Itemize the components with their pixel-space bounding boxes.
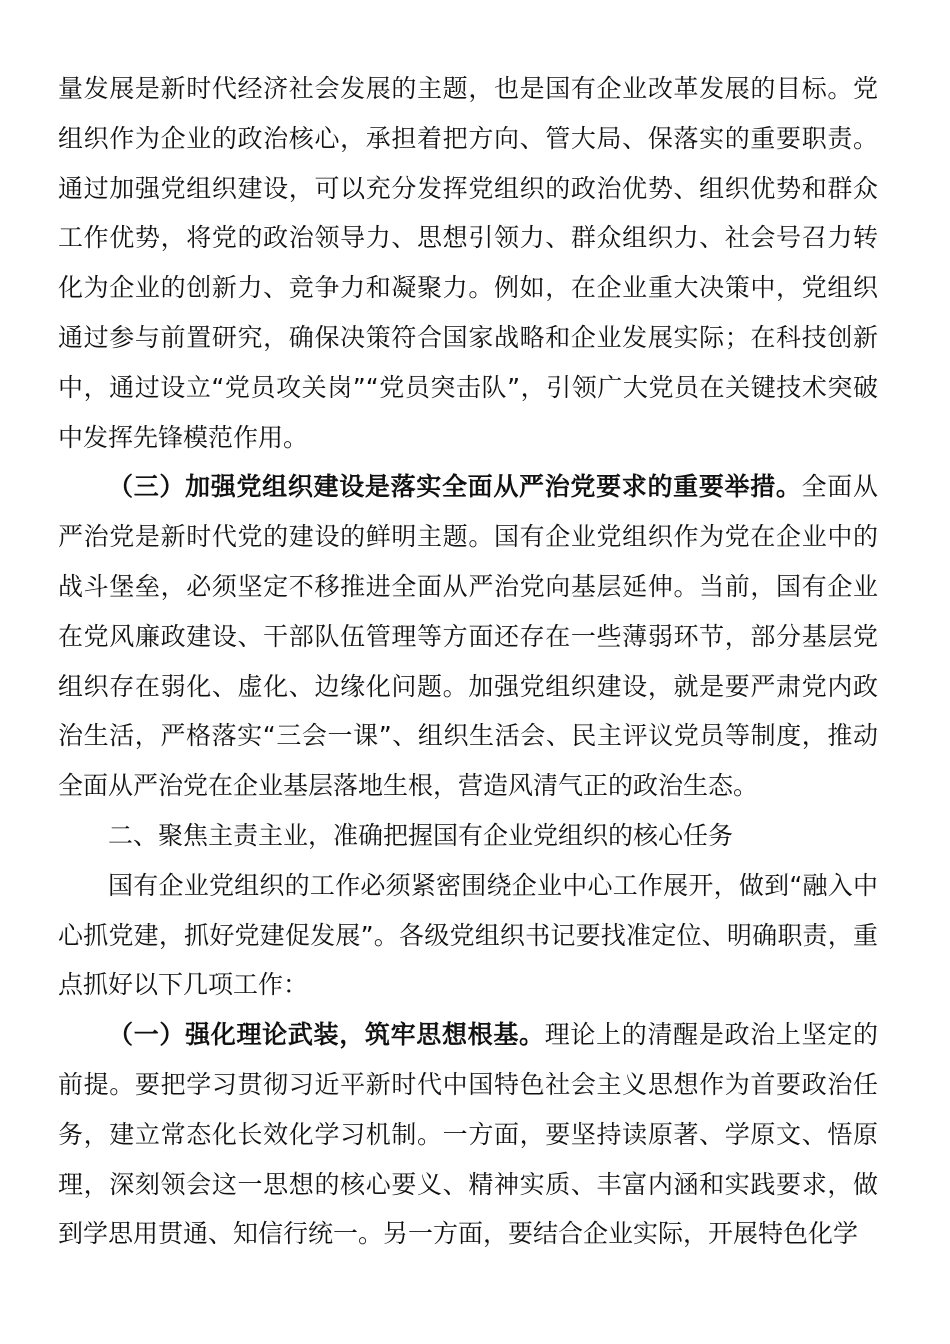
section-heading-1: （一）强化理论武装，筑牢思想根基。 — [108, 1020, 545, 1050]
paragraph-section-1 — [58, 1010, 878, 1259]
paragraph-text: 量发展是新时代经济社会发展的主题，也是国有企业改革发展的目标。党组织作为企业的政治核心，承担着把方向、管大局、保落实的重要职责。通过加强党组织建设，可以充分发挥党组织的政治优势、组织优势和群众工作优势，将党的政治领导力、思想引领力、群众组织力、社会号召力转化为企业的创新力、竞争力和凝聚力。例如，在企业重大决策中，党组织通过参与前置研究，确保决策符合国家战略和企业发展实际；在科技创新中，通过设立“党员攻关岗”“党员突击队”，引领广大党员在关键技术突破中发挥先锋模范作用。 — [58, 74, 878, 452]
document-page — [58, 64, 878, 1259]
paragraph-text: 理论上的清醒是政治上坚定的前提。要把学习贯彻习近平新时代中国特色社会主义思想作为首要政治任务，建立常态化长效化学习机制。一方面，要坚持读原著、学原文、悟原理，深刻领会这一思想的核心要义、精神实质、丰富内涵和实践要求，做到学思用贯通、知信行统一。另一方面，要结合企业实际，开展特色化学 — [58, 1020, 878, 1249]
paragraph-intro — [58, 861, 878, 1010]
paragraph-text: 国有企业党组织的工作必须紧密围绕企业中心工作展开，做到“融入中心抓党建，抓好党建促发展”。各级党组织书记要找准定位、明确职责，重点抓好以下几项工作： — [58, 870, 878, 1000]
paragraph-continuation — [58, 64, 878, 462]
chapter-heading-2 — [58, 811, 878, 861]
section-heading-3: （三）加强党组织建设是落实全面从严治党要求的重要举措。 — [108, 472, 802, 502]
paragraph-section-3 — [58, 462, 878, 811]
paragraph-text: 全面从严治党是新时代党的建设的鲜明主题。国有企业党组织作为党在企业中的战斗堡垒，必须坚定不移推进全面从严治党向基层延伸。当前，国有企业在党风廉政建设、干部队伍管理等方面还存在一些薄弱环节，部分基层党组织存在弱化、虚化、边缘化问题。加强党组织建设，就是要严肃党内政治生活，严格落实“三会一课”、组织生活会、民主评议党员等制度，推动全面从严治党在企业基层落地生根，营造风清气正的政治生态。 — [58, 472, 878, 801]
chapter-heading-text: 二、聚焦主责主业，准确把握国有企业党组织的核心任务 — [108, 820, 734, 850]
